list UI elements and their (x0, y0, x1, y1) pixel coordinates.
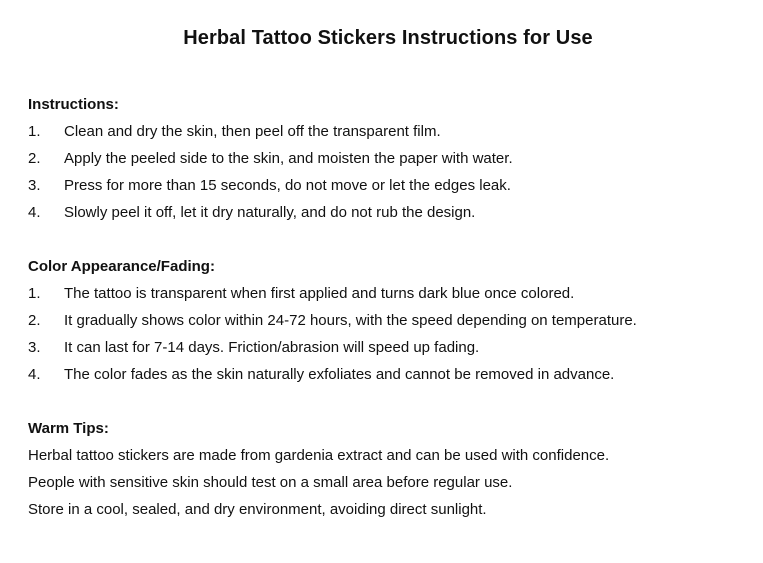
instructions-section (28, 91, 748, 226)
item-number: 2. (28, 312, 41, 329)
document-title: Herbal Tattoo Stickers Instructions for Use (183, 27, 593, 49)
item-text: Clean and dry the skin, then peel off the transparent film. (64, 123, 441, 140)
item-number: 4. (28, 204, 41, 221)
item-text: The color fades as the skin naturally exfoliates and cannot be removed in advance. (64, 366, 615, 383)
color-item (28, 280, 748, 307)
item-number: 1. (28, 123, 41, 140)
tip-line: Store in a cool, sealed, and dry environment, avoiding direct sunlight. (28, 501, 487, 518)
item-number: 3. (28, 177, 41, 194)
item-text: Press for more than 15 seconds, do not move or let the edges leak. (64, 177, 511, 194)
item-number: 3. (28, 339, 41, 356)
item-number: 1. (28, 285, 41, 302)
item-number: 4. (28, 366, 41, 383)
color-fading-section (28, 253, 748, 388)
color-item (28, 361, 748, 388)
item-text: The tattoo is transparent when first applied and turns dark blue once colored. (64, 285, 575, 302)
tip-line: People with sensitive skin should test on a small area before regular use. (28, 474, 513, 491)
instructions-heading: Instructions: (28, 96, 119, 113)
instruction-item (28, 172, 748, 199)
color-fading-heading: Color Appearance/Fading: (28, 258, 215, 275)
item-text: Slowly peel it off, let it dry naturally, and do not rub the design. (64, 204, 476, 221)
item-number: 2. (28, 150, 41, 167)
color-item (28, 307, 748, 334)
instruction-item (28, 145, 748, 172)
tip-line: Herbal tattoo stickers are made from gardenia extract and can be used with confidence. (28, 447, 610, 464)
color-item (28, 334, 748, 361)
instruction-item (28, 118, 748, 145)
item-text: Apply the peeled side to the skin, and moisten the paper with water. (64, 150, 513, 167)
instruction-item (28, 199, 748, 226)
warm-tips-section (28, 415, 748, 523)
item-text: It gradually shows color within 24-72 hours, with the speed depending on temperature. (64, 312, 637, 329)
warm-tips-heading: Warm Tips: (28, 420, 109, 437)
item-text: It can last for 7-14 days. Friction/abrasion will speed up fading. (64, 339, 480, 356)
